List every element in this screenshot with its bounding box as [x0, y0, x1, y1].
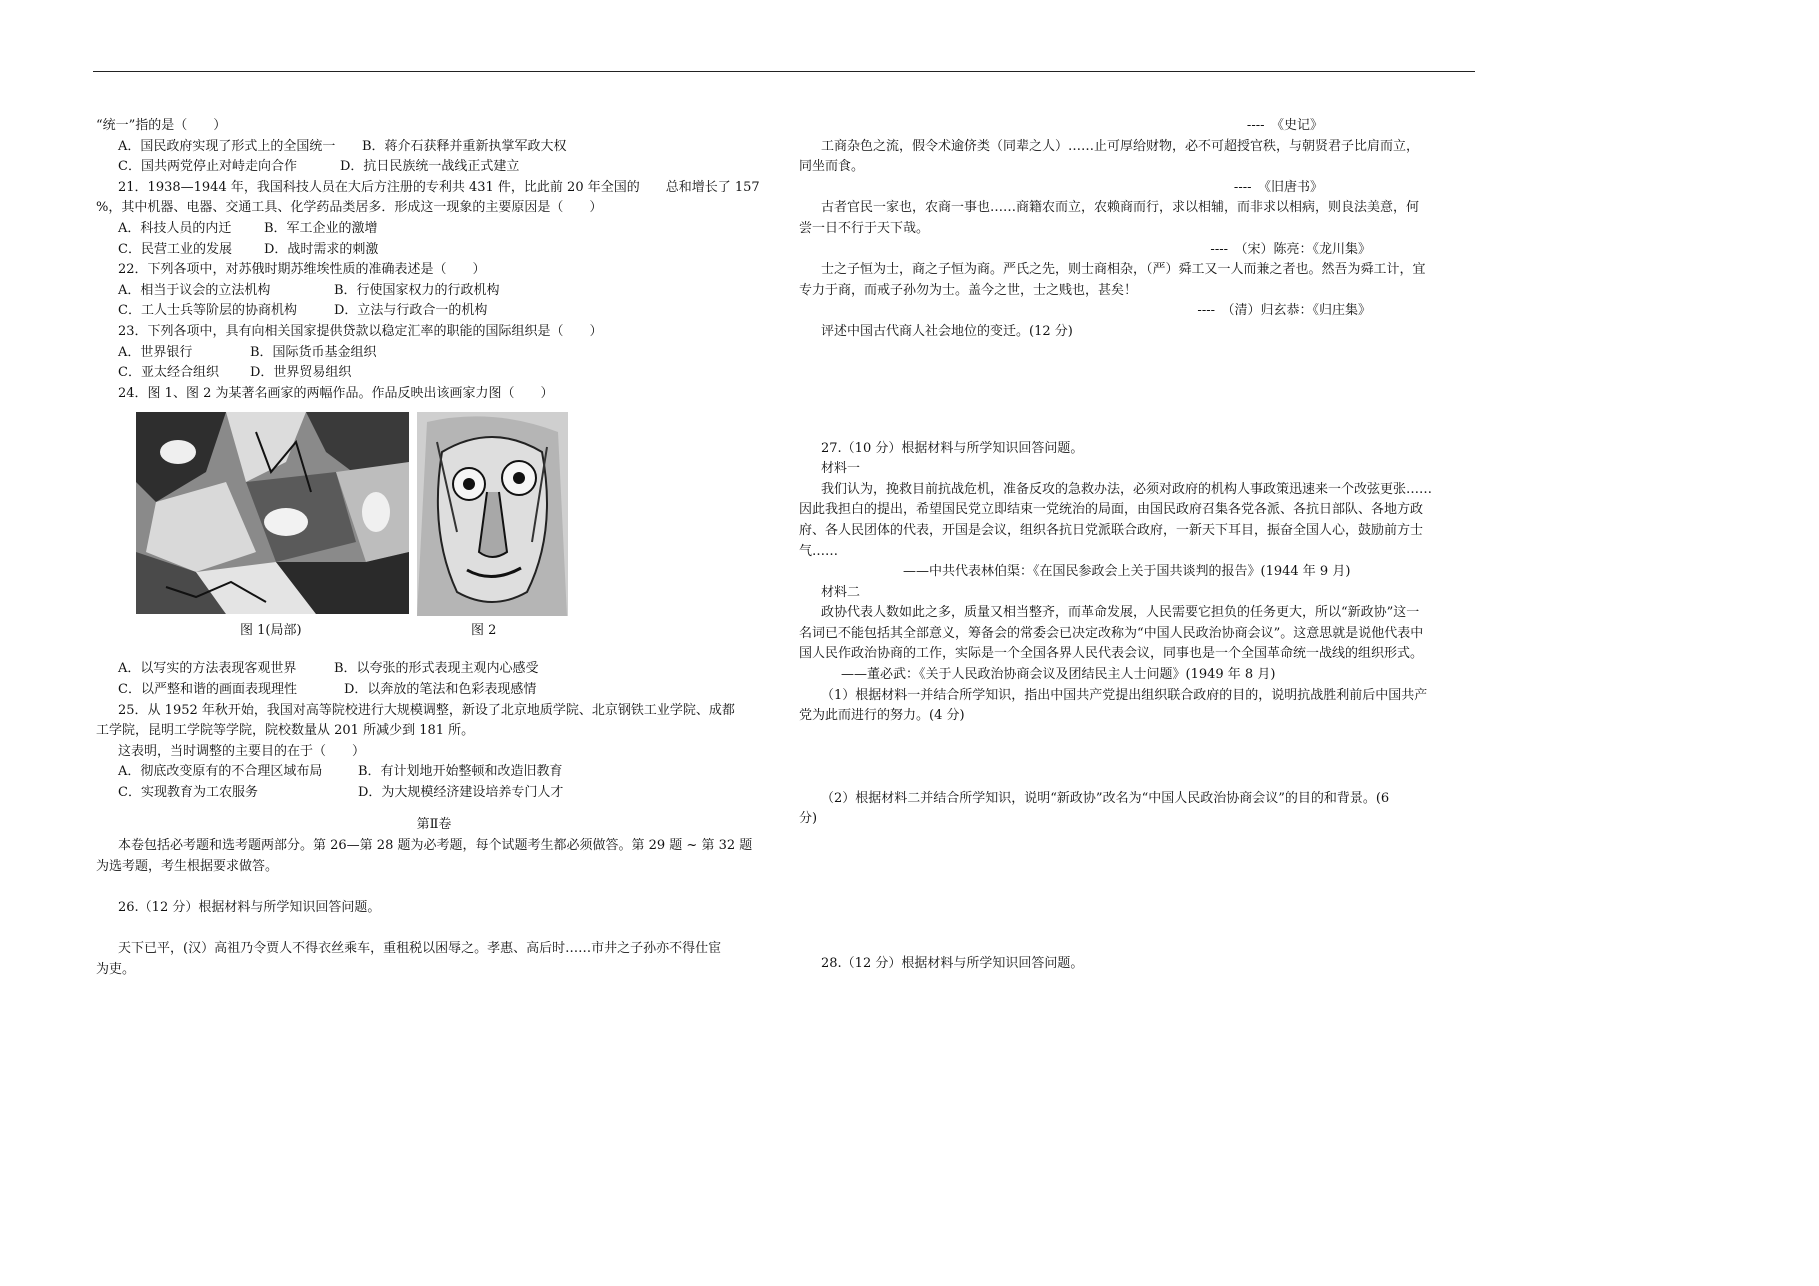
option-b: B．军工企业的激增 — [264, 220, 378, 236]
material-2-text: 政协代表人数如此之多，质量又相当整齐，而革命发展，人民需要它担负的任务更大，所以“新政协”这一 — [821, 605, 1420, 621]
option-b: B．行使国家权力的行政机构 — [334, 282, 500, 298]
q26-material-3-cont: 尝一日不行于天下哉。 — [799, 220, 930, 236]
q25-stem: 25．从 1952 年秋开始，我国对高等院校进行大规模调整，新设了北京地质学院、北京钢铁工业学院、成都 — [118, 702, 735, 718]
q26-material-1: 天下已平，(汉）高祖乃令贾人不得衣丝乘车，重租税以困辱之。孝惠、高后时……市井之子孙亦不得仕宦 — [118, 941, 722, 957]
q27-part-1: （1）根据材料一并结合所学知识，指出中国共产党提出组织联合政府的目的，说明抗战胜利前后中国共产 — [821, 687, 1428, 703]
part2-title: 第Ⅱ卷 — [416, 817, 452, 833]
q25-options-row-2 — [96, 783, 772, 804]
figure-1-image — [136, 412, 409, 614]
q24-stem: 24．图 1、图 2 为某著名画家的两幅作品。作品反映出该画家力图（ ） — [118, 385, 554, 401]
q21-options-row-1 — [96, 219, 772, 240]
q26-material-2: 工商杂色之流，假令术逾侪类（同辈之人）……止可厚给财物，必不可超授官秩，与朝贤君子比肩而立， — [821, 138, 1420, 154]
option-d: D．抗日民族统一战线正式建立 — [340, 159, 520, 175]
q27-part-2-cont: 分) — [799, 811, 818, 827]
q22-options-row-2 — [96, 301, 772, 322]
material-1-text-cont-1: 因此我担白的提出，希望国民党立即结束一党统治的局面，由国民政府召集各党各派、各抗日部队、各地方政 — [799, 502, 1424, 518]
option-a: A．科技人员的内迁 — [118, 220, 232, 236]
source-shiji: ---- 《史记》 — [1246, 118, 1323, 133]
header-rule — [93, 71, 1475, 72]
q23-options-row-1 — [96, 343, 772, 364]
q27-stem: 27.（10 分）根据材料与所学知识回答问题。 — [821, 440, 1084, 456]
q26-stem: 26.（12 分）根据材料与所学知识回答问题。 — [118, 899, 381, 915]
q26-material-1-cont: 为吏。 — [96, 961, 136, 977]
option-a: A．彻底改变原有的不合理区域布局 — [118, 764, 323, 780]
q26-material-2-cont: 同坐而食。 — [799, 159, 865, 175]
figure-2-image — [417, 412, 568, 616]
option-c: C．亚太经合组织 — [118, 365, 219, 381]
option-a: A．世界银行 — [118, 344, 193, 360]
option-c: C．工人士兵等阶层的协商机构 — [118, 303, 297, 319]
material-1-text: 我们认为，挽救目前抗战危机，准备反攻的急救办法，必须对政府的机构人事政策迅速来一个改弦更张…… — [821, 481, 1433, 497]
q23-stem: 23．下列各项中，具有向相关国家提供贷款以稳定汇率的职能的国际组织是（ ） — [118, 323, 603, 339]
option-b: B．有计划地开始整顿和改造旧教育 — [358, 764, 563, 780]
source-jiutangshu: ---- 《旧唐书》 — [1233, 179, 1323, 195]
q21-options-row-2 — [96, 240, 772, 261]
material-2-text-cont-2: 国人民作政治协商的工作，实际是一个全国各界人民代表会议，同事也是一个全国革命统一战线的组织形式。 — [799, 646, 1424, 662]
figure-2-caption: 图 2 — [471, 623, 497, 639]
q27-part-2: （2）根据材料二并结合所学知识，说明“新政协”改名为“中国人民政治协商会议”的目的和背景。(6 — [821, 790, 1390, 806]
q24-figures — [96, 412, 772, 659]
source-longchuanji: ---- （宋）陈亮：《龙川集》 — [1210, 241, 1371, 257]
material-2-title: 材料二 — [821, 584, 861, 600]
q26-material-4: 士之子恒为士，商之子恒为商。严氏之先，则士商相杂，（严）舜工又一人而兼之者也。然吾为舜工计，宜 — [821, 262, 1426, 278]
figure-1-caption: 图 1(局部) — [240, 623, 302, 639]
option-a: A．国民政府实现了形式上的全国统一 — [118, 138, 336, 154]
q27-part-1-cont: 党为此而进行的努力。(4 分) — [799, 708, 965, 724]
q24-options-row-1 — [96, 659, 772, 680]
q20-stem-tail: “统一”指的是（ ） — [96, 118, 227, 133]
material-1-text-cont-2: 府、各人民团体的代表，开国是会议，组织各抗日党派联合政府，一新天下耳目，振奋全国人心，鼓励前方士 — [799, 522, 1424, 538]
option-a: A．相当于议会的立法机构 — [118, 282, 271, 298]
q21-stem: 21．1938—1944 年，我国科技人员在大后方注册的专利共 431 件，比此前 20 年全国的 总和增长了 157 — [118, 179, 760, 195]
figure-1-drawing — [136, 412, 409, 614]
q21-stem-cont: %，其中机器、电器、交通工具、化学药品类居多．形成这一现象的主要原因是（ ） — [96, 200, 603, 216]
part2-instructions-cont: 为选考题，考生根据要求做答。 — [96, 858, 279, 874]
left-column — [96, 116, 772, 980]
option-d: D．世界贸易组织 — [250, 365, 352, 381]
q20-options-row-1 — [96, 137, 772, 158]
option-d: D．为大规模经济建设培养专门人才 — [358, 784, 564, 800]
q25-options-row-1 — [96, 762, 772, 783]
material-1-text-cont-3: 气…… — [799, 543, 839, 559]
option-d: D．战时需求的刺激 — [264, 241, 379, 257]
option-b: B．以夸张的形式表现主观内心感受 — [334, 661, 539, 677]
material-2-text-cont-1: 名词已不能包括其全部意义，筹备会的常委会已决定改称为“中国人民政治协商会议”。这意思就是说他代表中 — [799, 625, 1424, 641]
q26-material-4-cont: 专力于商，而戒子孙勿为士。盖今之世，士之贱也，甚矣！ — [799, 282, 1138, 298]
option-b: B．国际货币基金组织 — [250, 344, 377, 360]
q20-options-row-2 — [96, 157, 772, 178]
q25-prompt: 这表明，当时调整的主要目的在于（ ） — [118, 743, 366, 759]
q22-options-row-1 — [96, 281, 772, 302]
material-1-title: 材料一 — [821, 461, 861, 477]
q26-material-3: 古者官民一家也，农商一事也……商籍农而立，农赖商而行，求以相辅，而非求以相病，则良法美意，何 — [821, 200, 1420, 216]
q25-stem-cont: 工学院，昆明工学院等学院，院校数量从 201 所减少到 181 所。 — [96, 723, 475, 739]
q24-options-row-2 — [96, 680, 772, 701]
option-c: C．以严整和谐的画面表现理性 — [118, 681, 297, 697]
material-2-source: ——董必武：《关于人民政治协商会议及团结民主人士问题》(1949 年 8 月) — [841, 667, 1276, 683]
part2-instructions: 本卷包括必考题和选考题两部分。第 26—第 28 题为必考题，每个试题考生都必须做答。第 29 题 ~ 第 32 题 — [118, 838, 753, 854]
right-column — [799, 116, 1475, 975]
q28-stem: 28.（12 分）根据材料与所学知识回答问题。 — [821, 956, 1084, 972]
option-c: C．国共两党停止对峙走向合作 — [118, 159, 297, 175]
option-d: D．立法与行政合一的机构 — [334, 303, 488, 319]
material-1-source: ——中共代表林伯渠：《在国民参政会上关于国共谈判的报告》(1944 年 9 月) — [903, 564, 1351, 580]
q22-stem: 22．下列各项中，对苏俄时期苏维埃性质的准确表述是（ ） — [118, 262, 486, 278]
option-a: A．以写实的方法表现客观世界 — [118, 661, 297, 677]
option-c: C．实现教育为工农服务 — [118, 784, 258, 800]
option-d: D．以奔放的笔法和色彩表现感情 — [344, 681, 537, 697]
q23-options-row-2 — [96, 363, 772, 384]
source-guizhuangji: ---- （清）归玄恭：《归庄集》 — [1197, 303, 1371, 319]
option-c: C．民营工业的发展 — [118, 241, 232, 257]
figure-2-drawing — [417, 412, 568, 616]
q26-task: 评述中国古代商人社会地位的变迁。(12 分) — [821, 323, 1073, 339]
option-b: B．蒋介石获释并重新执掌军政大权 — [362, 138, 567, 154]
